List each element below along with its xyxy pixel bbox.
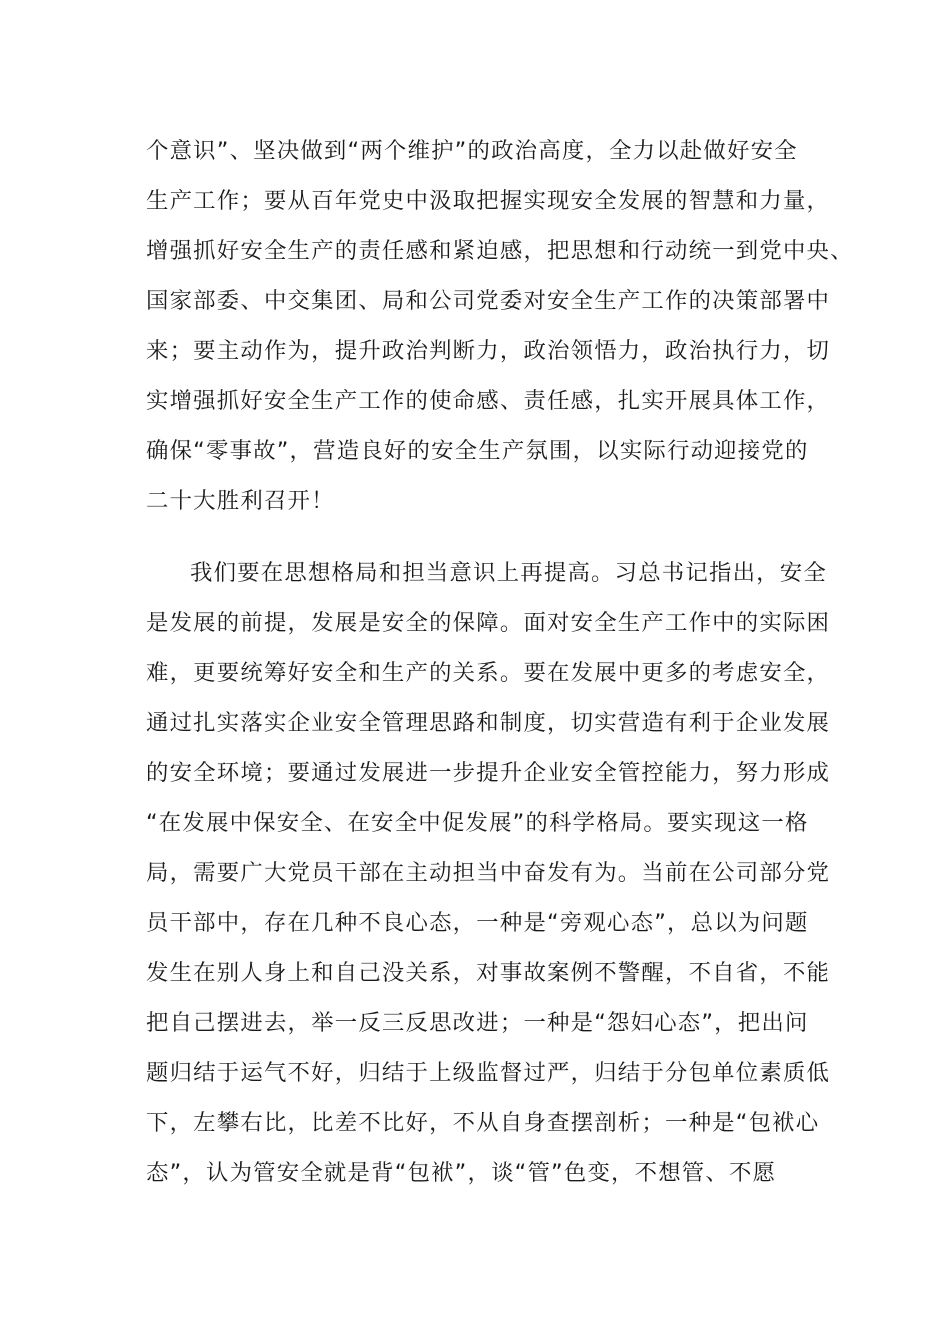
paragraph-2-line-7: 局，需要广大党员干部在主动担当中奋发有为。当前在公司部分党 bbox=[146, 860, 831, 886]
paragraph-2-line-6: “在发展中保安全、在安全中促发展”的科学格局。要实现这一格 bbox=[146, 810, 809, 836]
paragraph-2-line-5: 的安全环境；要通过发展进一步提升企业安全管控能力，努力形成 bbox=[146, 760, 831, 786]
paragraph-2-line-10: 把自己摆进去，举一反三反思改进；一种是“怨妇心态”，把出问 bbox=[146, 1010, 809, 1036]
paragraph-2-line-11: 题归结于运气不好，归结于上级监督过严，归结于分包单位素质低 bbox=[146, 1060, 831, 1086]
paragraph-2-line-3: 难，更要统筹好安全和生产的关系。要在发展中更多的考虑安全， bbox=[146, 660, 831, 686]
paragraph-1-line-3: 增强抓好安全生产的责任感和紧迫感，把思想和行动统一到党中央、 bbox=[146, 238, 854, 264]
paragraph-2-line-2: 是发展的前提，发展是安全的保障。面对安全生产工作中的实际困 bbox=[146, 610, 831, 636]
paragraph-1-line-6: 实增强抓好安全生产工作的使命感、责任感，扎实开展具体工作， bbox=[146, 388, 831, 414]
paragraph-2-line-1: 我们要在思想格局和担当意识上再提高。习总书记指出，安全 bbox=[190, 560, 827, 586]
paragraph-2-line-9: 发生在别人身上和自己没关系，对事故案例不警醒，不自省，不能 bbox=[146, 960, 831, 986]
paragraph-1-line-4: 国家部委、中交集团、局和公司党委对安全生产工作的决策部署中 bbox=[146, 288, 831, 314]
paragraph-2-line-8: 员干部中，存在几种不良心态，一种是“旁观心态”，总以为问题 bbox=[146, 910, 809, 936]
paragraph-2-line-13: 态”，认为管安全就是背“包袱”，谈“管”色变，不想管、不愿 bbox=[146, 1160, 777, 1186]
paragraph-1-line-1: 个意识”、坚决做到“两个维护”的政治高度，全力以赴做好安全 bbox=[146, 138, 798, 164]
paragraph-2-line-12: 下，左攀右比，比差不比好，不从自身查摆剖析；一种是“包袱心 bbox=[146, 1110, 820, 1136]
paragraph-1-line-5: 来；要主动作为，提升政治判断力，政治领悟力，政治执行力，切 bbox=[146, 338, 831, 364]
paragraph-1-line-2: 生产工作；要从百年党史中汲取把握实现安全发展的智慧和力量， bbox=[146, 188, 831, 214]
paragraph-1-line-8: 二十大胜利召开！ bbox=[146, 488, 335, 514]
paragraph-2-line-4: 通过扎实落实企业安全管理思路和制度，切实营造有利于企业发展 bbox=[146, 710, 831, 736]
paragraph-1-line-7: 确保“零事故”，营造良好的安全生产氛围，以实际行动迎接党的 bbox=[146, 438, 809, 464]
